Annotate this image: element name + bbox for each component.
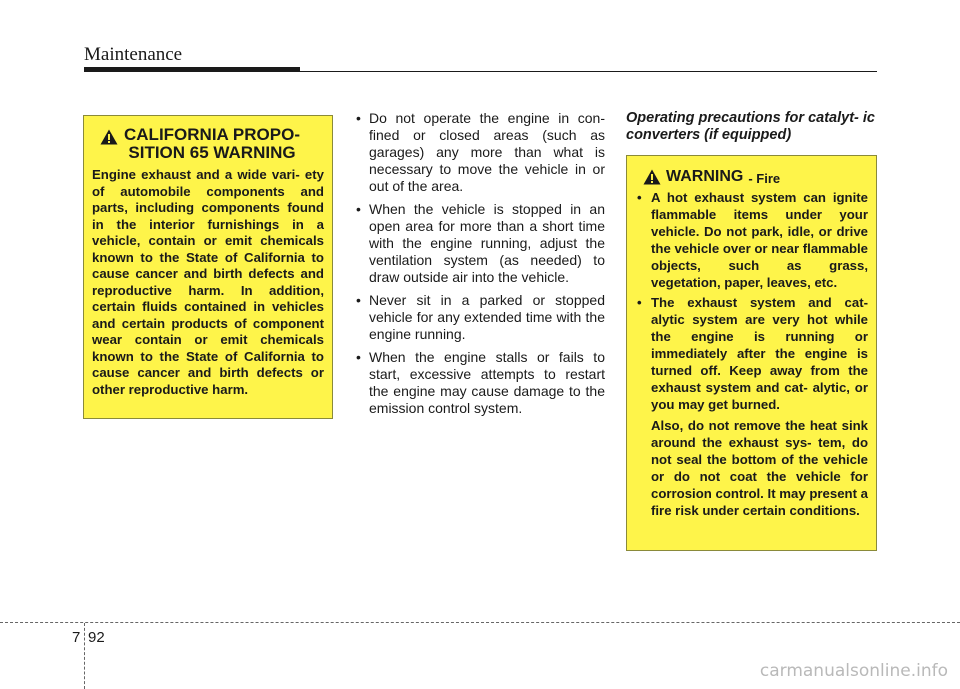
chapter-number: 7 xyxy=(72,629,81,646)
header-rule-thick xyxy=(84,67,300,72)
header-rule-thin xyxy=(300,71,877,72)
list-item: • When the engine stalls or fails to start, excessive attempts to restart the engine may cause damage to the emission control system. xyxy=(356,349,605,417)
footer-vertical-divider xyxy=(84,623,85,689)
list-item: • When the vehicle is stopped in an open area for more than a short time with the engine running, adjust the ventilation system (as needed) to draw outside air into the vehicle. xyxy=(356,201,605,286)
fire-warning-list xyxy=(637,189,868,413)
fire-warning-subtitle: - Fire xyxy=(748,170,781,186)
fire-warning-header xyxy=(637,168,868,186)
california-warning-box xyxy=(83,115,333,419)
fire-warning-extra: Also, do not remove the heat sink around the exhaust sys- tem, do not seal the bottom of the vehicle or do not coat the vehicle for corrosion control. It may present a fire risk under certain conditions. xyxy=(651,418,868,518)
section-heading: Operating precautions for catalyt- ic converters (if equipped) xyxy=(626,110,875,143)
warning-triangle-icon xyxy=(100,129,118,145)
list-item: • The exhaust system and cat- alytic system are very hot while the engine is running or immediately after the engine is turned off. Keep away from the exhaust system and cat- alytic, or you may get burned. xyxy=(637,294,868,413)
page-number: 92 xyxy=(88,629,105,646)
watermark: carmanualsonline.info xyxy=(759,661,948,681)
list-item: • Do not operate the engine in con- fined or closed areas (such as garages) any more than what is necessary to move the vehicle in or out of the area. xyxy=(356,110,605,195)
page-header-title: Maintenance xyxy=(84,44,183,65)
list-item: • A hot exhaust system can ignite flammable items under your vehicle. Do not park, idle, or drive the vehicle over or near flammable objects, such as grass, vegetation, paper, leaves, etc. xyxy=(637,189,868,291)
california-warning-header xyxy=(92,126,324,162)
warning-triangle-icon xyxy=(643,169,661,185)
california-warning-body: Engine exhaust and a wide vari- ety of automobile components and parts, including components found in the interior furnishings in a vehicle, contain or emit chemicals known to the State of California to cause cancer and birth defects and reproductive harm. In addition, certain fluids contained in vehicles and certain products of component wear contain or emit chemicals known to the State of California to cause cancer and birth defects or other reproductive harm. xyxy=(92,167,324,397)
fire-warning-title: WARNING xyxy=(666,168,744,185)
list-item: • Never sit in a parked or stopped vehicle for any extended time with the engine running. xyxy=(356,292,605,343)
footer-divider xyxy=(0,622,960,623)
fire-warning-box xyxy=(626,155,877,551)
operating-precautions-list xyxy=(356,110,605,423)
california-warning-title: CALIFORNIA PROPO- SITION 65 WARNING xyxy=(124,125,300,162)
